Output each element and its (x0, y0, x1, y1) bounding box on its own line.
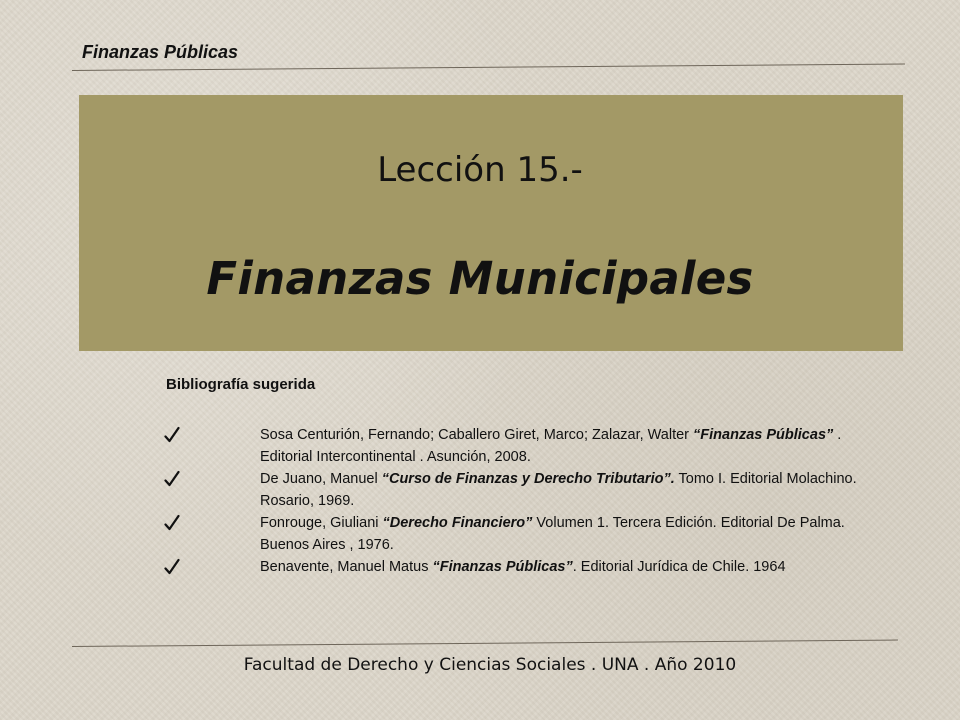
title-box (79, 95, 903, 351)
bibliography-item (160, 424, 880, 468)
checkmark-icon (164, 469, 180, 489)
bibliography-details: Volumen 1. Tercera Edición. Editorial De Palma. Buenos Aires , 1976. (260, 515, 845, 553)
header-divider (72, 63, 905, 71)
bibliography-details: Tomo I. Editorial Molachino. Rosario, 1969. (260, 471, 857, 509)
bibliography-book-title: “Curso de Finanzas y Derecho Tributario”. (381, 471, 675, 487)
footer-divider (72, 640, 898, 647)
checkmark-icon (164, 513, 180, 533)
bibliography-heading: Bibliografía sugerida (166, 376, 316, 393)
bibliography-book-title: “Derecho Financiero” (382, 515, 533, 531)
bibliography-author: De Juano, Manuel (260, 471, 382, 487)
bibliography-item (160, 512, 880, 556)
bibliography-book-title: “Finanzas Públicas” (693, 427, 834, 443)
bibliography-details: . Editorial Intercontinental . Asunción, 2008. (260, 427, 842, 465)
checkmark-icon (164, 557, 180, 577)
bibliography-author: Fonrouge, Giuliani (260, 515, 383, 531)
bibliography-item (160, 468, 880, 512)
bibliography-item (160, 556, 880, 578)
lesson-label: Lección 15.- (377, 150, 583, 190)
bibliography-author: Sosa Centurión, Fernando; Caballero Giret, Marco; Zalazar, Walter (260, 427, 694, 443)
header-title: Finanzas Públicas (82, 42, 239, 62)
bibliography-details: . Editorial Jurídica de Chile. 1964 (572, 559, 786, 575)
bibliography-book-title: “Finanzas Públicas” (432, 559, 573, 575)
checkmark-icon (164, 425, 180, 445)
bibliography-author: Benavente, Manuel Matus (260, 559, 433, 575)
bibliography-list (160, 424, 880, 578)
footer-text: Facultad de Derecho y Ciencias Sociales . UNA . Año 2010 (243, 655, 737, 675)
lesson-title: Finanzas Municipales (206, 252, 754, 305)
